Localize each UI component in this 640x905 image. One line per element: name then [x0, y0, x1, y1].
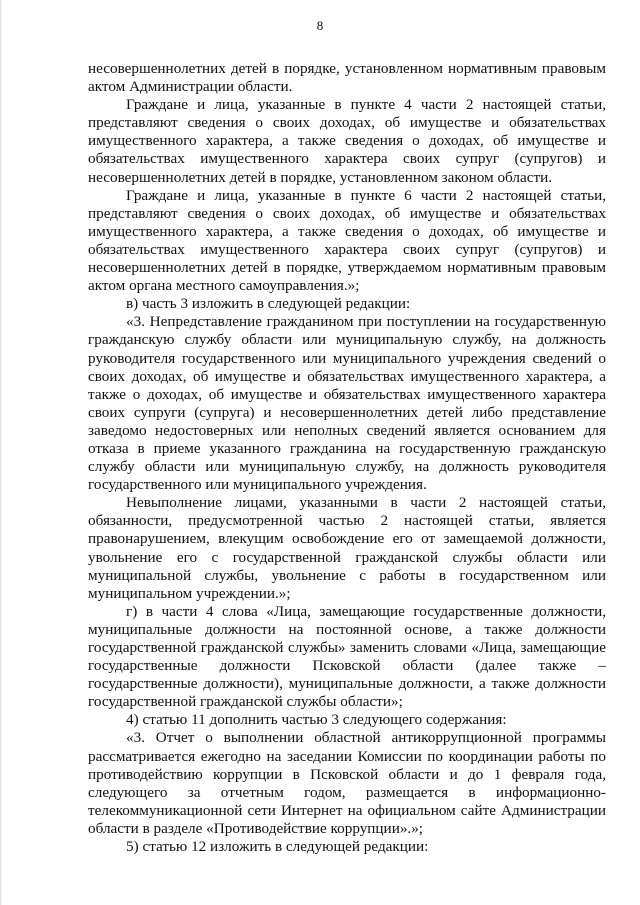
page-number: 8 [316, 18, 324, 33]
paragraph-article-11: 4) статью 11 дополнить частью 3 следующего содержания: [126, 711, 507, 729]
paragraph-amendment-g: г) в части 4 слова «Лица, замещающие государственные должности, муниципальные должности на постоянной основе, а также должности государственной гражданской службы» заменить словами «Лица, замещающие государственные должности Псковской области (далее также – государственные должности), муниципальные должности, а также должности государственной гражданской службы области»; [88, 602, 606, 711]
paragraph-part-3-text: «3. Непредставление гражданином при поступлении на государственную гражданскую службу области или муниципальную службу, на должность руководителя государственного или муниципального учреждения сведений о своих доходах, об имуществе и обязательствах имущественного характера, а также о доходах, об имуществе и обязательствах имущественного характера своих супруги (супруга) и несовершеннолетних детей либо представление заведомо недостоверных или неполных сведений является основанием для отказа в приеме указанного гражданина на государственную гражданскую службу области или муниципальную службу, на должность руководителя государственного или муниципального учреждения. [88, 313, 606, 494]
paragraph-article-12: 5) статью 12 изложить в следующей редакции: [126, 838, 429, 856]
paragraph-non-compliance: Невыполнение лицами, указанными в части 2 настоящей статьи, обязанности, предусмотренной частью 2 настоящей статьи, является правонарушением, влекущим освобождение его от замещаемой должности, увольнение его с государственной гражданской службы области или муниципальной службы, увольнение с работы в государственном или муниципальном учреждении.»; [88, 494, 606, 602]
paragraph-item-6-disclosure: Граждане и лица, указанные в пункте 6 части 2 настоящей статьи, представляют сведения о своих доходах, об имуществе и обязательствах имущественного характера, а также сведения о доходах, об имуществе и обязательствах имущественного характера своих супруг (супругов) и несовершеннолетних детей в порядке, утверждаемом нормативным правовым актом органа местного самоуправления.»; [88, 186, 606, 295]
scan-edge [0, 0, 2, 905]
paragraph-amendment-v: в) часть 3 изложить в следующей редакции: [126, 295, 411, 313]
paragraph-item-4-disclosure: Граждане и лица, указанные в пункте 4 части 2 настоящей статьи, представляют сведения о своих доходах, об имуществе и обязательствах имущественного характера, а также сведения о доходах, об имуществе и обязательствах имущественного характера своих супруг (супругов) и несовершеннолетних детей в порядке, установленном законом области. [88, 96, 606, 186]
paragraph-report-text: «3. Отчет о выполнении областной антикоррупционной программы рассматривается ежегодно на заседании Комиссии по координации работы по противодействию коррупции в Псковской области и до 1 февраля года, следующего за отчетным годом, размещается в информационно-телекоммуникационной сети Интернет на официальном сайте Администрации области в разделе «Противодействие коррупции».»; [88, 729, 606, 837]
paragraph-1-continuation: несовершеннолетних детей в порядке, установленном нормативным правовым актом Администрации области. [88, 60, 606, 96]
document-body [88, 60, 606, 856]
